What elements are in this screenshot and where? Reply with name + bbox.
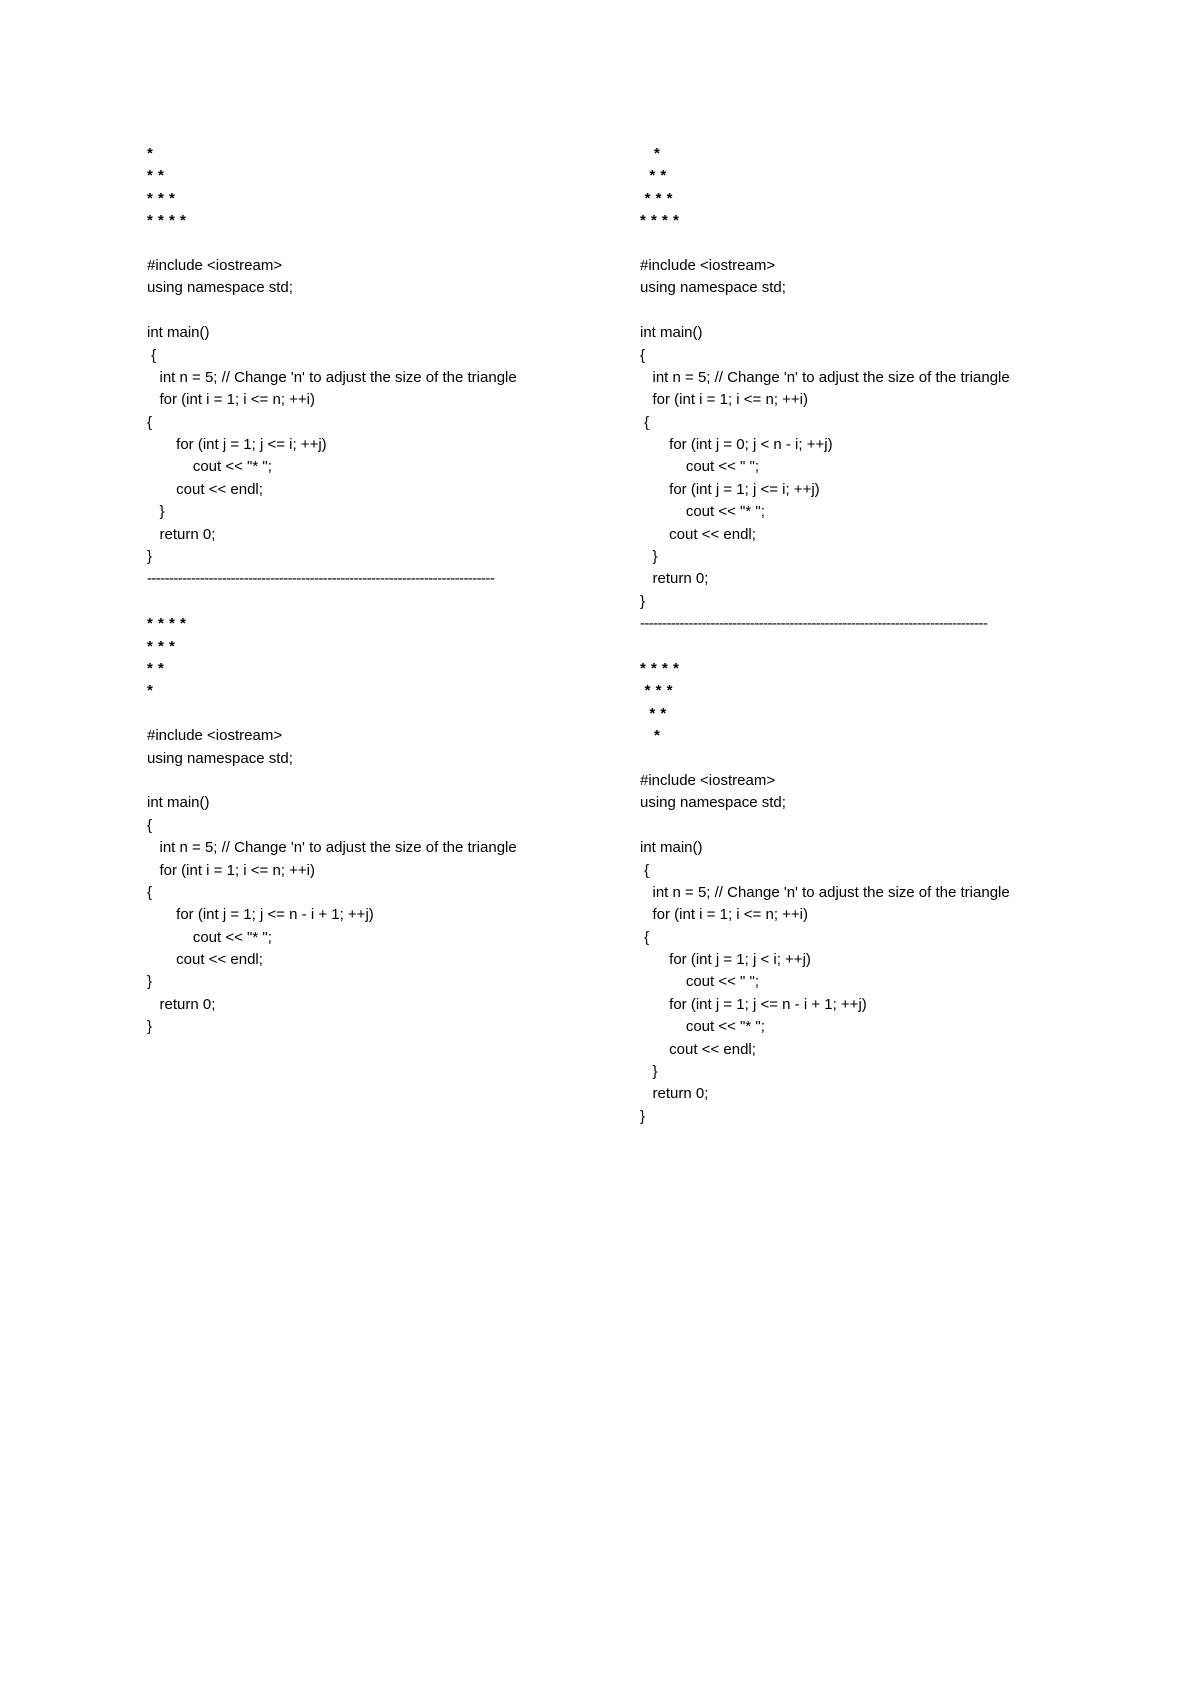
- code-line: cout << endl;: [640, 525, 756, 543]
- code-line: {: [147, 346, 157, 364]
- pattern-line: * * *: [640, 682, 674, 700]
- code-line: for (int j = 1; j <= i; ++j): [640, 480, 820, 498]
- left-code-2: [147, 725, 607, 1038]
- pattern-line: * * *: [147, 189, 176, 207]
- code-line: cout << " ";: [640, 973, 760, 991]
- code-line: }: [640, 1107, 646, 1125]
- code-line: }: [640, 592, 646, 610]
- code-line: for (int i = 1; i <= n; ++i): [147, 391, 315, 409]
- code-line: for (int j = 1; j <= i; ++j): [147, 436, 327, 454]
- code-line: [147, 300, 607, 322]
- code-line: #include <iostream>: [147, 256, 283, 274]
- pattern-line: * * *: [640, 189, 674, 207]
- blank-line: [640, 233, 1100, 255]
- right-column: [640, 143, 1100, 1128]
- code-line: cout << endl;: [147, 480, 263, 498]
- code-line: using namespace std;: [147, 749, 293, 767]
- code-line: cout << "* ";: [640, 503, 765, 521]
- separator: -------------------------------------------------------------------------------: [147, 570, 495, 588]
- code-line: {: [640, 928, 650, 946]
- code-line: [640, 815, 1100, 837]
- code-line: [640, 300, 1100, 322]
- code-line: cout << "* ";: [147, 458, 272, 476]
- code-line: return 0;: [640, 570, 709, 588]
- code-line: int n = 5; // Change 'n' to adjust the size of the triangle: [147, 839, 517, 857]
- pattern-line: *: [640, 145, 661, 162]
- code-line: for (int i = 1; i <= n; ++i): [640, 391, 808, 409]
- pattern-line: * *: [147, 659, 165, 677]
- blank-line: [147, 233, 607, 255]
- code-line: int n = 5; // Change 'n' to adjust the size of the triangle: [640, 368, 1010, 386]
- code-line: for (int j = 1; j < i; ++j): [640, 951, 811, 969]
- code-line: {: [640, 861, 650, 879]
- left-section-2: [147, 613, 607, 1038]
- code-line: {: [147, 883, 153, 901]
- code-line: int main(): [147, 324, 210, 342]
- code-line: return 0;: [640, 1085, 709, 1103]
- right-pattern-1: [640, 143, 1100, 233]
- code-line: }: [147, 973, 153, 991]
- blank-line: [147, 591, 607, 613]
- left-pattern-1: [147, 143, 607, 233]
- code-line: for (int j = 0; j < n - i; ++j): [640, 436, 833, 454]
- code-line: {: [147, 413, 153, 431]
- code-line: }: [147, 548, 153, 566]
- code-line: {: [640, 413, 650, 431]
- code-line: int main(): [640, 839, 703, 857]
- code-line: cout << " ";: [640, 458, 760, 476]
- code-line: int n = 5; // Change 'n' to adjust the size of the triangle: [147, 368, 517, 386]
- right-code-1: [640, 255, 1100, 613]
- left-section-1: [147, 143, 607, 568]
- right-section-1: [640, 143, 1100, 613]
- code-line: using namespace std;: [640, 794, 786, 812]
- code-line: for (int i = 1; i <= n; ++i): [640, 906, 808, 924]
- code-line: for (int j = 1; j <= n - i + 1; ++j): [640, 995, 867, 1013]
- code-line: cout << "* ";: [640, 1018, 765, 1036]
- code-line: cout << "* ";: [147, 928, 272, 946]
- pattern-line: * * * *: [640, 212, 680, 230]
- code-line: #include <iostream>: [640, 771, 776, 789]
- right-pattern-2: [640, 658, 1100, 748]
- code-line: {: [147, 816, 153, 834]
- right-code-2: [640, 770, 1100, 1128]
- left-column: [147, 143, 607, 1039]
- code-line: return 0;: [147, 525, 216, 543]
- pattern-line: * * * *: [147, 212, 187, 230]
- code-line: {: [640, 346, 646, 364]
- code-line: }: [147, 503, 165, 521]
- pattern-line: * *: [640, 704, 667, 722]
- code-line: #include <iostream>: [640, 256, 776, 274]
- code-line: for (int j = 1; j <= n - i + 1; ++j): [147, 906, 374, 924]
- pattern-line: * *: [147, 167, 165, 185]
- left-pattern-2: [147, 613, 607, 703]
- code-line: return 0;: [147, 995, 216, 1013]
- left-code-1: [147, 255, 607, 568]
- pattern-line: * *: [640, 167, 667, 185]
- separator: -------------------------------------------------------------------------------: [640, 615, 988, 633]
- blank-line: [640, 748, 1100, 770]
- pattern-line: *: [147, 145, 154, 162]
- code-line: cout << endl;: [640, 1040, 756, 1058]
- code-line: using namespace std;: [147, 279, 293, 297]
- pattern-line: * * * *: [640, 659, 680, 677]
- pattern-line: * * *: [147, 637, 176, 655]
- blank-line: [147, 703, 607, 725]
- code-line: [147, 770, 607, 792]
- pattern-line: * * * *: [147, 615, 187, 633]
- code-line: }: [147, 1018, 153, 1036]
- code-line: using namespace std;: [640, 279, 786, 297]
- code-line: int n = 5; // Change 'n' to adjust the size of the triangle: [640, 883, 1010, 901]
- pattern-line: *: [640, 727, 661, 745]
- code-line: int main(): [147, 794, 210, 812]
- code-line: }: [640, 548, 658, 566]
- code-line: #include <iostream>: [147, 727, 283, 745]
- right-section-2: [640, 658, 1100, 1128]
- blank-line: [640, 636, 1100, 658]
- code-line: for (int i = 1; i <= n; ++i): [147, 861, 315, 879]
- pattern-line: *: [147, 682, 154, 700]
- code-line: int main(): [640, 324, 703, 342]
- code-line: cout << endl;: [147, 951, 263, 969]
- code-line: }: [640, 1063, 658, 1081]
